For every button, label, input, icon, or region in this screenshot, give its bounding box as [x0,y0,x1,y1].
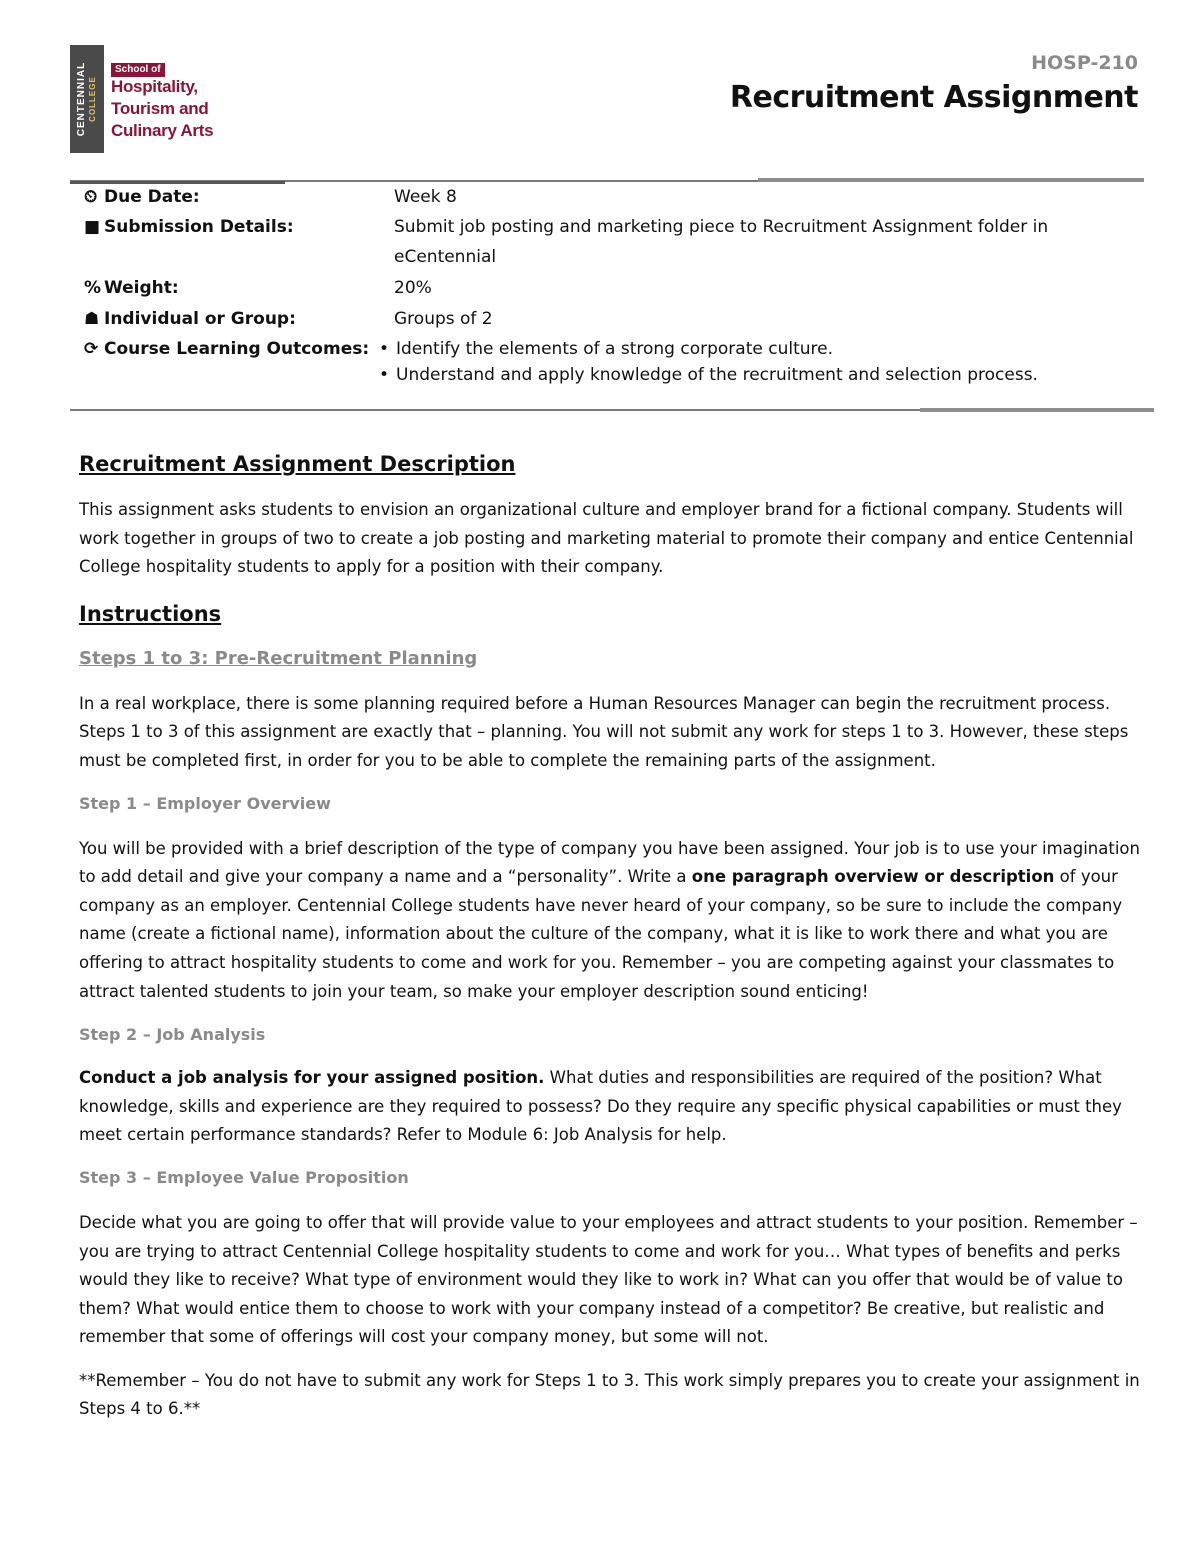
steps-1-3-heading: Steps 1 to 3: Pre-Recruitment Planning [79,647,478,669]
logo-side-bar [70,45,104,153]
step-3-paragraph: Decide what you are going to offer that will provide value to your employees and attract students to your position. Remember – you are trying to attract Centennial College hospitality students to come and work for you… What types of benefits and perks would they like to receive? What type of environment would they like to work in? What can you offer that would be of value to them? What would entice them to choose to work with your company instead of a competitor? Be creative, but realistic and remember that some of offerings will cost your company money, but some will not. [79,1212,1138,1347]
logo-line-1: Hospitality, [111,77,198,96]
logo-line-2: Tourism and [111,99,209,118]
outcome-item: • Identify the elements of a strong corporate culture. [379,339,833,359]
document-title: Recruitment Assignment [729,80,1138,115]
outcome-item: • Understand and apply knowledge of the recruitment and selection process. [379,365,1038,385]
document-body [79,450,1149,1424]
due-date-value: Week 8 [394,187,457,207]
course-code: HOSP-210 [1031,52,1138,74]
submission-label: Submission Details: [104,217,294,237]
weight-value: 20% [394,278,432,298]
description-heading: Recruitment Assignment Description [79,452,516,476]
step-2-paragraph: Conduct a job analysis for your assigned position. What duties and responsibilities are required of the position? What knowledge, skills and experience are they required to possess? Do they require any specific physical capabilities or must they meet certain performance standards? Refer to Module 6: Job Analysis for help. [79,1068,1122,1145]
outcomes-label: Course Learning Outcomes: [104,339,370,359]
step-1-paragraph: You will be provided with a brief description of the type of company you have been assigned. Your job is to use your imagination to add detail and give your company a name and a “personality”. Write a one paragraph overview or description of your company as an employer. Centennial College students have never heard of your company, so be sure to include the company name (create a fictional name), information about the culture of the company, what it is like to work there and what you are offering to attract hospitality students to come and work for you. Remember – you are competing against your classmates to attract talented students to join your team, so make your employer description sound enticing! [79,838,1140,1001]
bullet-icon: • [379,365,390,385]
save-icon: ■ [84,217,101,237]
step-1-heading: Step 1 – Employer Overview [79,793,331,813]
group-label: Individual or Group: [104,309,296,329]
reminder-note: **Remember – You do not have to submit any work for Steps 1 to 3. This work simply prepares you to create your assignment in Steps 4 to 6.** [79,1370,1140,1419]
logo-school-of: School of [111,63,165,77]
clock-icon: ⏲ [84,187,98,207]
logo-college-sub: COLLEGE [88,76,97,122]
header-divider-left-accent [70,181,285,184]
weight-label: Weight: [104,278,179,298]
bullet-icon: • [379,339,390,359]
step-3-heading: Step 3 – Employee Value Proposition [79,1167,409,1187]
instructions-heading: Instructions [79,601,222,626]
info-divider-accent [920,408,1154,412]
submission-value-line-2: eCentennial [394,247,497,267]
logo-college-name: CENTENNIAL [76,61,87,137]
group-icon: ☗ [84,309,100,329]
college-logo [70,45,214,153]
submission-value-line-1: Submit job posting and marketing piece to Recruitment Assignment folder in [394,217,1049,237]
step-2-emphasis: Conduct a job analysis for your assigned position. [79,1068,545,1088]
planning-intro-paragraph: In a real workplace, there is some planning required before a Human Resources Manager can begin the recruitment process. Steps 1 to 3 of this assignment are exactly that – planning. You will not submit any work for steps 1 to 3. However, these steps must be completed first, in order for you to be able to complete the remaining parts of the assignment. [79,693,1129,770]
logo-line-3: Culinary Arts [111,121,214,140]
header-divider-accent [758,178,1144,182]
cycle-icon: ⟳ [84,339,99,359]
group-value: Groups of 2 [394,309,493,329]
description-paragraph: This assignment asks students to envision an organizational culture and employer brand for a fictional company. Students will work together in groups of two to create a job posting and marketing material to promote their company and entice Centennial College hospitality students to apply for a position with their company. [79,500,1134,577]
percent-icon: % [84,278,102,298]
step-2-heading: Step 2 – Job Analysis [79,1025,266,1045]
step-1-emphasis: one paragraph overview or description [691,867,1055,887]
due-date-label: Due Date: [104,187,200,207]
